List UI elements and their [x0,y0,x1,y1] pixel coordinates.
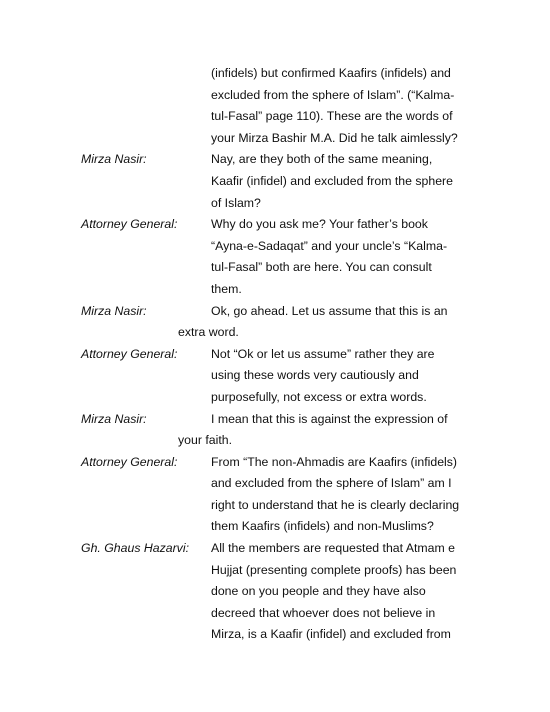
dialogue-line: them. [211,281,242,296]
transcript [81,63,471,646]
speaker-name: Mirza Nasir: [81,411,147,426]
dialogue-continuation: your faith. [178,433,232,448]
dialogue-line: using these words very cautiously and [211,368,419,383]
dialogue-line: tul-Fasal” page 110). These are the words of [211,109,453,124]
dialogue-entry [81,63,471,149]
dialogue-line: of Islam? [211,195,261,210]
speaker-name: Gh. Ghaus Hazarvi: [81,541,189,556]
dialogue-line: Hujjat (presenting complete proofs) has been [211,562,457,577]
dialogue-entry [81,301,471,344]
dialogue-entry [81,214,471,300]
dialogue-entry [81,149,471,214]
dialogue-line: “Ayna-e-Sadaqat” and your uncle’s “Kalma- [211,238,448,253]
dialogue-line: All the members are requested that Atmam e [211,541,456,556]
speaker-name: Attorney General: [81,454,178,469]
speaker-name: Attorney General: [81,346,178,361]
dialogue-line: Kaafir (infidel) and excluded from the sphere [211,173,453,188]
dialogue-line: Nay, are they both of the same meaning, [211,152,433,167]
dialogue-continuation: extra word. [178,325,239,340]
dialogue-line: Ok, go ahead. Let us assume that this is an [211,303,448,318]
dialogue-line: Not “Ok or let us assume” rather they are [211,346,435,361]
dialogue-entry [81,538,471,646]
dialogue-line: your Mirza Bashir M.A. Did he talk aimlessly? [211,130,458,145]
dialogue-line: Mirza, is a Kaafir (infidel) and excluded from [211,627,451,642]
dialogue-line: purposefully, not excess or extra words. [211,389,427,404]
dialogue-line: tul-Fasal” both are here. You can consult [211,260,432,275]
dialogue-line: right to understand that he is clearly declaring [211,497,460,512]
dialogue-line: and excluded from the sphere of Islam” am I [211,476,452,491]
dialogue-line: (infidels) but confirmed Kaafirs (infidels) and [211,66,451,80]
dialogue-line: them Kaafirs (infidels) and non-Muslims? [211,519,434,534]
speaker-name: Attorney General: [81,217,178,232]
dialogue-line: I mean that this is against the expression of [211,411,448,426]
dialogue-entry [81,409,471,452]
speaker-name: Mirza Nasir: [81,303,147,318]
dialogue-entry [81,452,471,538]
dialogue-line: decreed that whoever does not believe in [211,605,436,620]
dialogue-line: done on you people and they have also [211,584,426,599]
dialogue-line: excluded from the sphere of Islam”. (“Kalma- [211,87,455,102]
dialogue-line: From “The non-Ahmadis are Kaafirs (infidels) [211,454,458,469]
speaker-name: Mirza Nasir: [81,152,147,167]
dialogue-line: Why do you ask me? Your father’s book [211,217,428,232]
dialogue-entry [81,344,471,409]
